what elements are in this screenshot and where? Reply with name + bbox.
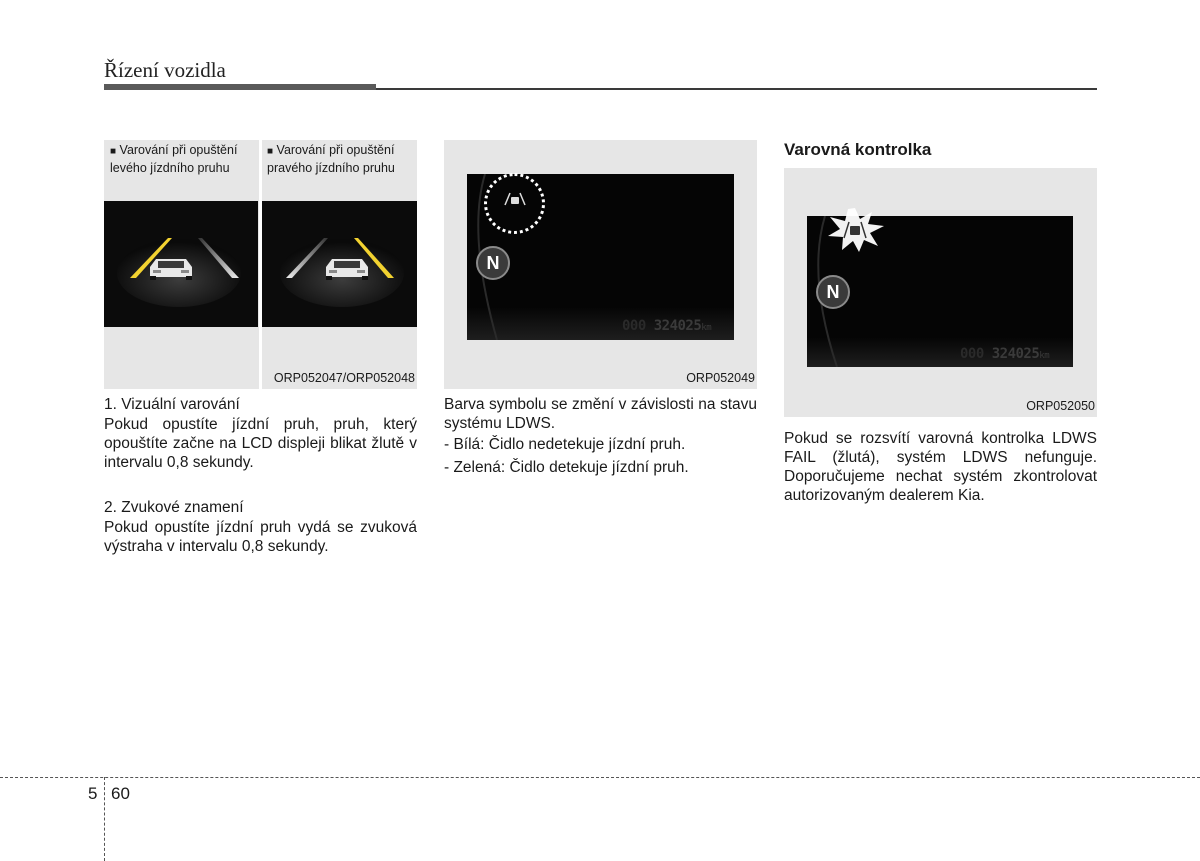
figure-caption-right: ■ Varování při opuštění pravého jízdního pruhu bbox=[267, 143, 395, 175]
gear-letter: N bbox=[826, 282, 840, 302]
odometer-trip-placeholder: 000 bbox=[960, 346, 992, 362]
warning-light-paragraph: Pokud se rozsvítí varovná kontrolka LDWS FAIL (žlutá), systém LDWS nefunguje. Doporučujeme nechat systém zkontrolovat autorizovaným dealerem Kia. bbox=[784, 430, 1097, 504]
right-lane-warning-illustration bbox=[262, 201, 417, 327]
ldws-fail-warning-icon bbox=[824, 208, 886, 252]
figure-code: ORP052050 bbox=[1026, 399, 1095, 413]
page-number: 60 bbox=[111, 784, 130, 803]
gear-indicator-icon bbox=[816, 275, 850, 309]
chapter-number: 5 bbox=[88, 784, 98, 803]
gear-indicator-icon bbox=[476, 246, 510, 280]
header-rule-thin bbox=[376, 88, 1097, 90]
odometer-trip-placeholder: 000 bbox=[622, 318, 654, 334]
car-icon bbox=[326, 259, 368, 280]
figure-code: ORP052047/ORP052048 bbox=[273, 371, 415, 385]
symbol-color-green: - Zelená: Čidlo detekuje jízdní pruh. bbox=[444, 459, 689, 476]
odometer: 000 324025km bbox=[960, 346, 1050, 362]
section-title: Řízení vozidla bbox=[104, 58, 226, 82]
symbol-color-paragraph: Barva symbolu se změní v závislosti na stavu systému LDWS. bbox=[444, 396, 757, 432]
item2-text: Pokud opustíte jízdní pruh vydá se zvuková výstraha v intervalu 0,8 sekundy. bbox=[104, 519, 417, 555]
figure-lcd-ldws-fail bbox=[784, 168, 1097, 417]
item2-title: 2. Zvukové znamení bbox=[104, 499, 244, 516]
header-rule-thick bbox=[104, 84, 376, 90]
bullet-square-icon: ■ bbox=[267, 146, 274, 157]
figure-lane-warning bbox=[104, 140, 417, 389]
footer-vertical-divider bbox=[104, 777, 105, 861]
symbol-color-white: - Bílá: Čidlo nedetekuje jízdní pruh. bbox=[444, 436, 686, 453]
car-icon bbox=[150, 259, 192, 280]
bullet-square-icon: ■ bbox=[110, 146, 117, 157]
gear-letter: N bbox=[486, 253, 500, 273]
footer-divider bbox=[0, 777, 1200, 778]
figure-divider bbox=[259, 140, 262, 389]
section-heading: Varovná kontrolka bbox=[784, 140, 932, 159]
figure-code: ORP052049 bbox=[686, 371, 755, 385]
ldws-lane-icon bbox=[502, 191, 528, 207]
odometer: 000 324025km bbox=[622, 318, 712, 334]
figure-caption-left: ■ Varování při opuštění levého jízdního pruhu bbox=[110, 143, 238, 175]
item1-title: 1. Vizuální varování bbox=[104, 396, 240, 413]
item1-text: Pokud opustíte jízdní pruh, pruh, který opouštíte začne na LCD displeji blikat žlutě v intervalu 0,8 sekundy. bbox=[104, 416, 417, 471]
figure-lcd-ldws-symbol bbox=[444, 140, 757, 389]
left-lane-warning-illustration bbox=[104, 201, 258, 327]
